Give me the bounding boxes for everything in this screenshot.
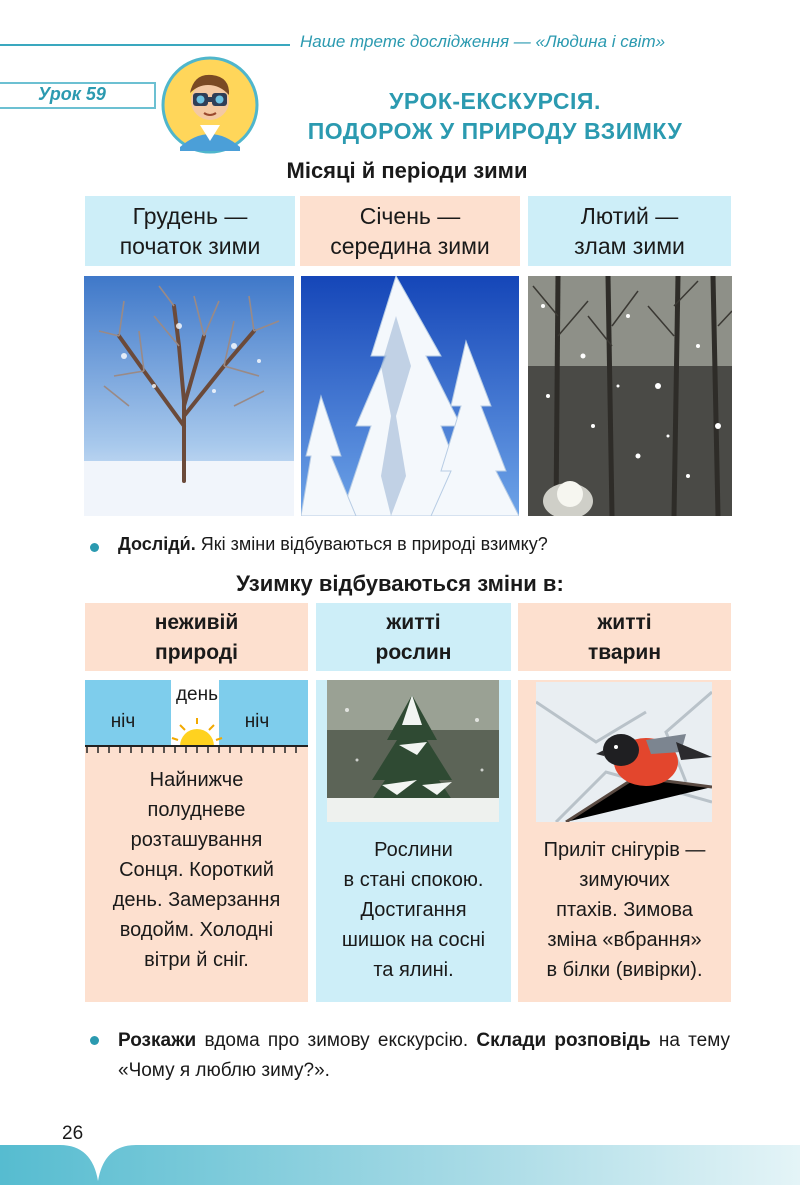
snowy-spruce-photo	[327, 680, 499, 822]
text-line: Достигання	[360, 899, 467, 921]
month-name: Лютий —	[580, 203, 679, 229]
task-bold-2: Склади розповідь	[476, 1030, 651, 1051]
snow-covered-firs-photo	[301, 276, 519, 516]
running-title: Наше третє дослідження — «Людина і світ»	[300, 32, 666, 51]
column-text-nonliving	[85, 765, 308, 975]
night-label-right: ніч	[244, 711, 270, 732]
text-line: Сонця. Короткий	[119, 859, 274, 881]
page-number: 26	[62, 1123, 84, 1144]
question-line	[118, 534, 548, 555]
text-line: в білки (вивірки).	[546, 959, 703, 981]
task-bold-1: Розкажи	[118, 1030, 197, 1051]
column-text-plants	[316, 835, 511, 985]
bullet-icon	[90, 1036, 99, 1045]
column-head-line1: неживій	[154, 611, 239, 634]
column-body-plants	[316, 680, 511, 1002]
months-heading	[0, 158, 800, 184]
snowy-tree-photo	[84, 276, 294, 516]
question-bold: Досліди́.	[118, 534, 196, 554]
column-head-plants	[316, 603, 511, 671]
text-line: та ялині.	[373, 959, 454, 981]
lesson-title-line2: ПОДОРОЖ У ПРИРОДУ ВЗИМКУ	[307, 118, 683, 144]
bullet-icon	[90, 543, 99, 552]
column-head-nonliving	[85, 603, 308, 671]
text-line: шишок на сосні	[341, 929, 486, 951]
month-name: Січень —	[359, 203, 461, 229]
month-name: Грудень —	[132, 203, 248, 229]
text-line: птахів. Зимова	[556, 899, 693, 921]
day-label: день	[175, 684, 219, 705]
text-line: вітри й сніг.	[144, 949, 249, 971]
month-period: середина зими	[330, 233, 490, 259]
month-cell-december	[85, 196, 295, 266]
bullfinch-photo	[536, 682, 712, 822]
task-text-1: вдома про зимову екскурсію.	[196, 1030, 477, 1051]
text-line: полудневе	[147, 799, 246, 821]
question-text: Які зміни відбуваються в природі взимку?	[195, 534, 548, 554]
month-cell-january	[300, 196, 520, 266]
text-line: зимуючих	[579, 869, 670, 891]
text-line: в стані спокою.	[343, 869, 484, 891]
boy-with-binoculars-icon	[160, 55, 260, 155]
header-rule	[0, 44, 290, 46]
column-head-line1: житті	[597, 611, 652, 634]
lesson-title-line1: УРОК-ЕКСКУРСІЯ.	[389, 88, 601, 114]
night-label-left: ніч	[110, 711, 136, 732]
text-line: водойм. Холодні	[119, 919, 274, 941]
column-body-animals	[518, 680, 731, 1002]
text-line: Найнижче	[149, 769, 244, 791]
text-line: день. Замерзання	[112, 889, 281, 911]
day-night-diagram	[85, 680, 308, 760]
month-period: злам зими	[574, 233, 685, 259]
month-period: початок зими	[119, 233, 261, 259]
snowfall-forest-photo	[528, 276, 732, 516]
text-line: розташування	[130, 829, 263, 851]
column-head-line2: рослин	[375, 641, 452, 664]
homework-task	[118, 1026, 730, 1086]
task-text-2: на тему «Чому я люблю зиму?».	[118, 1030, 730, 1081]
text-line: зміна «вбрання»	[547, 929, 702, 951]
column-head-line1: житті	[386, 611, 441, 634]
column-text-animals	[518, 835, 731, 985]
text-line: Приліт снігурів —	[543, 839, 706, 861]
month-cell-february	[528, 196, 731, 266]
lesson-label: Урок 59	[38, 84, 106, 104]
lesson-title	[255, 86, 735, 146]
column-body-nonliving	[85, 680, 308, 1002]
column-head-line2: тварин	[587, 641, 662, 664]
bottom-decorative-band	[0, 1145, 800, 1185]
column-head-animals	[518, 603, 731, 671]
column-head-line2: природі	[155, 641, 238, 664]
months-heading-text: Місяці й періоди зими	[286, 158, 528, 183]
changes-heading: Узимку відбуваються зміни в:	[236, 571, 564, 596]
text-line: Рослини	[374, 839, 453, 861]
